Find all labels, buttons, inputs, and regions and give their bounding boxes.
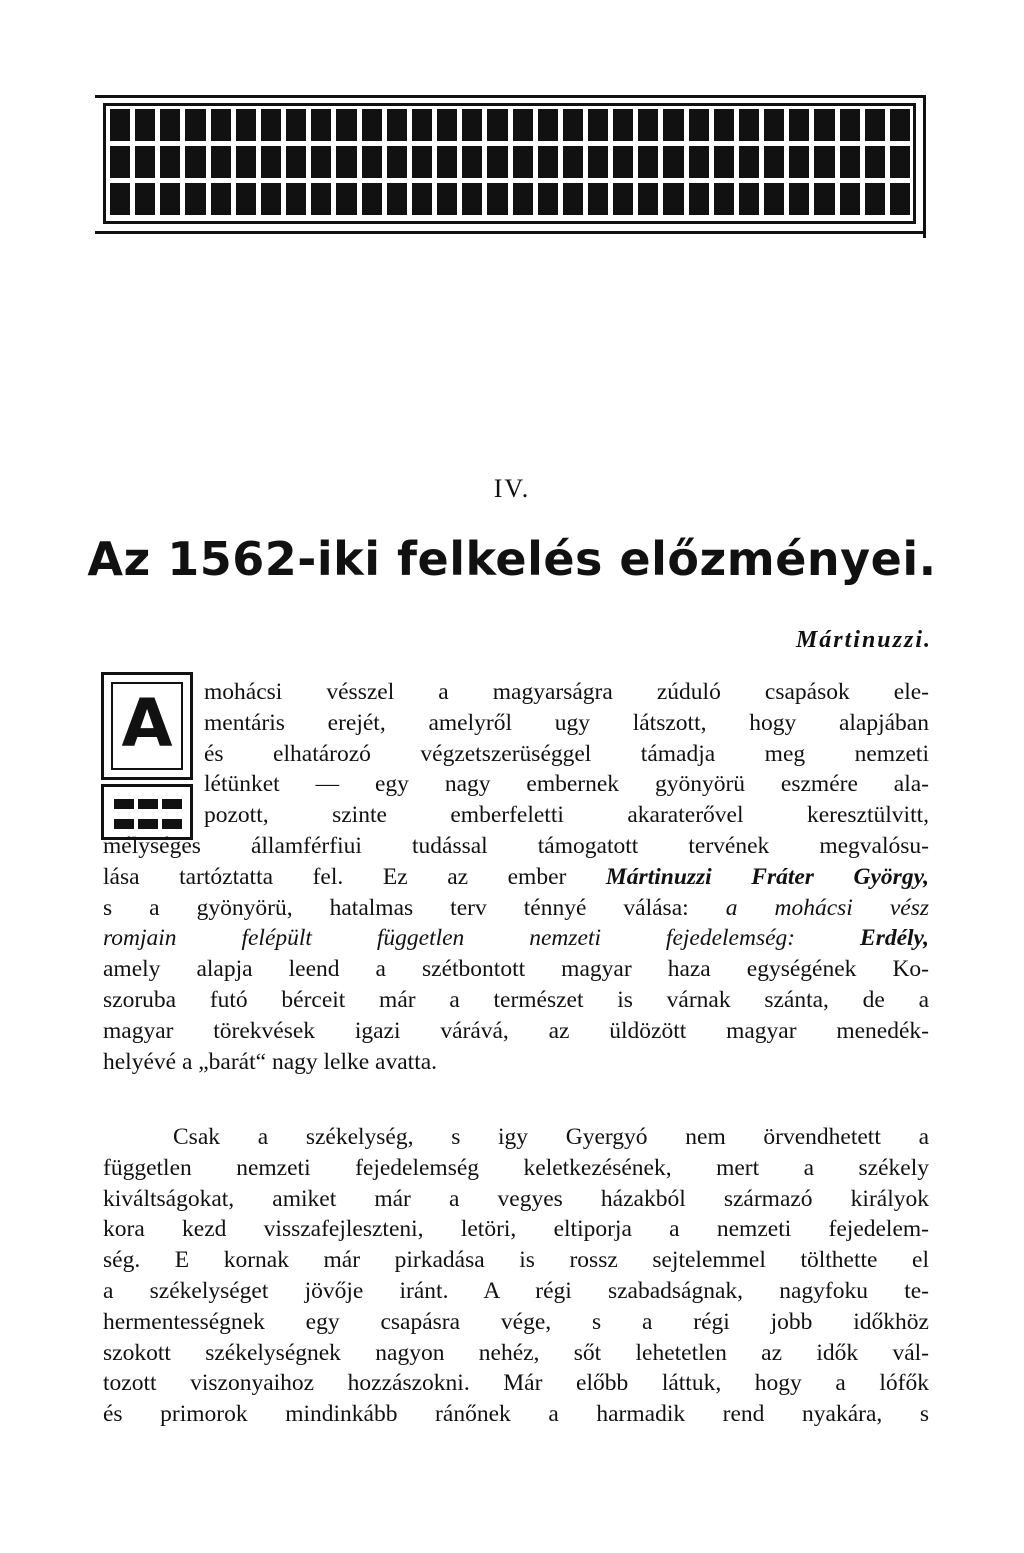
ornament-block [185,146,205,178]
text-line: és elhatározó végzetszerüséggel támadja meg nemzeti [204,740,929,767]
ornament-block [890,183,910,215]
ornament-block [135,183,155,215]
ornament-block [814,109,834,141]
ornament-block [840,183,860,215]
ornament-block [336,146,356,178]
text-line: kiváltságokat, amiket már a vegyes házakból származó királyok [103,1185,929,1212]
ornament-block [311,109,331,141]
drop-cap-letter: A [121,685,173,762]
ornament-block [714,146,734,178]
ornament-block [865,109,885,141]
ornament-block [714,109,734,141]
ornament-block [588,183,608,215]
ornament-block [336,109,356,141]
ornament-block [462,109,482,141]
ornament-block [865,146,885,178]
text-line: ség. E kornak már pirkadása is rossz sejtelemmel tölthette el [103,1247,929,1274]
ornament-block [513,109,533,141]
text-line: amely alapja leend a szétbontott magyar haza egységének Ko- [103,956,929,983]
ornament-block [840,146,860,178]
ornament-block [538,109,558,141]
text-line: s a gyönyörü, hatalmas terv ténnyé válása: a mohácsi vész [103,894,929,921]
person-name: Mártinuzzi Fráter György, [605,863,930,890]
ornament-block [764,109,784,141]
ornament-block [764,146,784,178]
text-line: tozott viszonyaihoz hozzászokni. Már előbb láttuk, hogy a lófők [103,1370,929,1397]
ornament-block [387,183,407,215]
ornament-block [487,183,507,215]
ornament-block [286,146,306,178]
ornament-block [336,183,356,215]
ornament-block [638,109,658,141]
paragraph-2 [103,1122,929,1430]
ornament-block [311,183,331,215]
ornament-block [840,109,860,141]
ornament-block [538,146,558,178]
ornament-block [789,146,809,178]
ornament-block [563,183,583,215]
text-line: lása tartóztatta fel. Ez az ember Mártinuzzi Fráter György, [103,863,930,890]
text-line: helyévé a „barát“ nagy lelke avatta. [103,1048,438,1075]
ornament-block [689,183,709,215]
ornament-block [387,146,407,178]
ornament-block [135,109,155,141]
text-line: magyar törekvések igazi várává, az üldözött magyar menedék- [103,1017,929,1044]
ornament-block [487,109,507,141]
ornament-block [437,109,457,141]
ornament-block [462,183,482,215]
text-line: szokott székelységnek nagyon nehéz, sőt lehetetlen az idők vál- [103,1339,929,1366]
ornament-block [110,183,130,215]
ornament-block [538,183,558,215]
ornament-block [890,146,910,178]
ornament-block [663,109,683,141]
ornament-block [739,146,759,178]
place-name: Erdély, [860,925,929,952]
ornament-block [412,109,432,141]
ornament-block [185,183,205,215]
ornament-block [865,183,885,215]
ornament-block [185,109,205,141]
ornament-block [563,146,583,178]
ornament-block [160,146,180,178]
ornament-block [110,146,130,178]
ornament-block [513,146,533,178]
ornament-block [437,183,457,215]
ornament-block [613,109,633,141]
chapter-number: IV. [493,474,531,503]
ornament-block [588,109,608,141]
ornament-block [462,146,482,178]
text-line: független nemzeti fejedelemség keletkezésének, mert a székely [103,1154,929,1181]
ornament-block [135,146,155,178]
text-line: létünket — egy nagy embernek gyönyörü eszmére ala- [204,771,929,798]
ornament-block [211,183,231,215]
ornament-block [211,109,231,141]
ornament-block [739,109,759,141]
text-line: mohácsi vésszel a magyarságra zúduló csapások ele- [204,679,929,705]
text-line: mélységes államférfiui tudással támogatott tervének megvalósu- [103,832,929,859]
ornament-block [613,183,633,215]
ornament-block [412,146,432,178]
text-line: pozott, szinte emberfeletti akaraterővel keresztülvitt, [204,802,929,829]
ornament-block [613,146,633,178]
ornament-block [311,146,331,178]
ornament-block [286,183,306,215]
ornament-block [764,183,784,215]
ornament-block [814,146,834,178]
ornament-block [160,109,180,141]
header-ornament-pattern [110,109,910,215]
ornament-block [689,146,709,178]
ornament-block [714,183,734,215]
ornament-block [739,183,759,215]
ornament-block [211,146,231,178]
text-line: kora kezd visszafejleszteni, letöri, eltiporja a nemzeti fejedelem- [103,1216,929,1243]
text-line: romjain felépült független nemzeti fejedelemség: Erdély, [103,925,929,952]
text-line: Csak a székelység, s igy Gyergyó nem örvendhetett a [173,1124,929,1150]
chapter-title: Az 1562-iki felkelés előzményei. [87,532,937,586]
ornament-block [110,109,130,141]
text-line: mentáris erejét, amelyről ugy látszott, hogy alapjában [204,709,929,736]
ornament-block [387,109,407,141]
ornament-block [789,109,809,141]
ornament-block [487,146,507,178]
ornament-block [362,146,382,178]
text-line: és primorok mindinkább ránőnek a harmadik rend nyakára, s [103,1401,929,1428]
ornament-block [437,146,457,178]
ornament-block [261,183,281,215]
ornament-block [261,146,281,178]
ornament-block [663,146,683,178]
ornament-block [160,183,180,215]
text-line: a székelységet jövője iránt. A régi szabadságnak, nagyfoku te- [103,1277,929,1304]
ornament-block [663,183,683,215]
ornament-block [261,109,281,141]
ornament-block [236,109,256,141]
ornament-block [563,109,583,141]
header-ornament-rule [95,231,926,234]
ornament-block [362,109,382,141]
ornament-block [362,183,382,215]
ornament-block [638,183,658,215]
text-line: hermentességnek egy csapásra vége, s a régi jobb időkhöz [103,1308,929,1335]
ornament-block [236,183,256,215]
ornament-block [689,109,709,141]
ornament-block [789,183,809,215]
ornament-block [513,183,533,215]
ornament-block [638,146,658,178]
ornament-block [412,183,432,215]
ornament-block [236,146,256,178]
ornament-block [286,109,306,141]
text-line: szoruba futó bérceit már a természet is várnak szánta, de a [103,986,929,1013]
ornament-block [588,146,608,178]
paragraph-1 [103,677,929,1077]
section-heading: Mártinuzzi. [795,627,932,653]
ornament-block [890,109,910,141]
ornament-block [814,183,834,215]
